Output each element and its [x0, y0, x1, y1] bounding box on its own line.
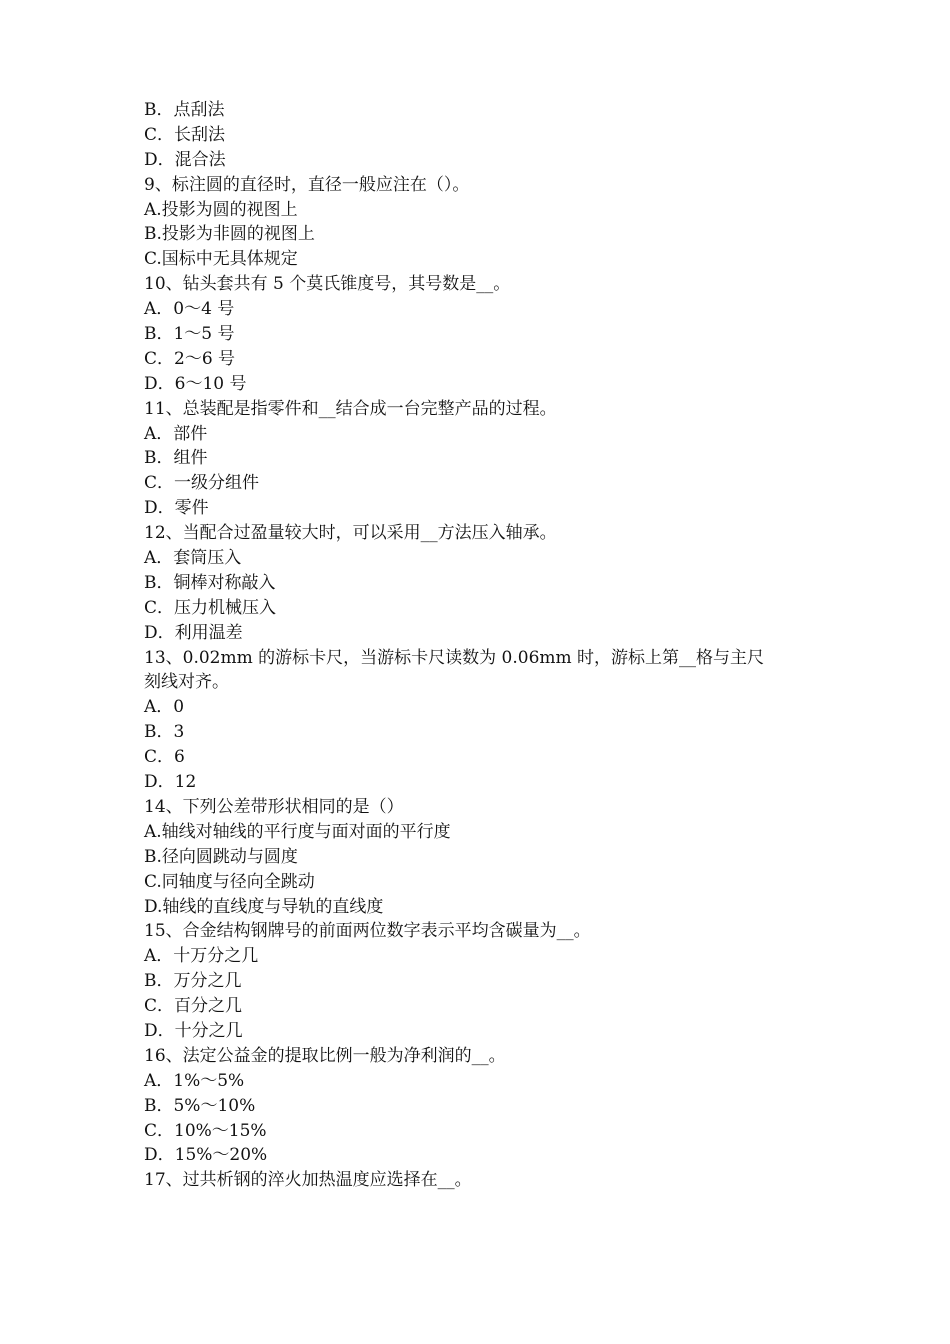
- option-c-q15: C．百分之几: [144, 996, 243, 1017]
- option-a-q13: A．0: [144, 697, 185, 718]
- option-b-q8: B．点刮法: [144, 100, 225, 120]
- option-d-q11: D．零件: [144, 498, 209, 519]
- option-a-q11: A．部件: [144, 423, 208, 444]
- option-b-q12: B．铜棒对称敲入: [144, 572, 276, 593]
- question-16: 16、法定公益金的提取比例一般为净利润的__。: [144, 1045, 506, 1066]
- option-c-q13: C．6: [144, 747, 185, 768]
- option-a-q9: A.投影为圆的视图上: [144, 199, 298, 220]
- question-13-line2: 刻线对齐。: [144, 672, 229, 693]
- option-d-q8: D．混合法: [144, 149, 226, 170]
- option-b-q13: B．3: [144, 722, 185, 743]
- option-d-q15: D．十分之几: [144, 1020, 243, 1041]
- option-b-q14: B.径向圆跳动与圆度: [144, 846, 298, 867]
- option-d-q10: D．6～10 号: [144, 373, 247, 394]
- option-d-q16: D．15%～20%: [144, 1145, 268, 1166]
- option-a-q10: A．0～4 号: [144, 299, 235, 320]
- question-15: 15、合金结构钢牌号的前面两位数字表示平均含碳量为__。: [144, 921, 591, 942]
- option-c-q9: C.国标中无具体规定: [144, 249, 298, 270]
- option-c-q16: C．10%～15%: [144, 1120, 267, 1141]
- option-d-q14: D.轴线的直线度与导轨的直线度: [144, 896, 384, 917]
- question-10: 10、钻头套共有 5 个莫氏锥度号，其号数是__。: [144, 274, 511, 295]
- document-page: [144, 98, 824, 1193]
- option-a-q14: A.轴线对轴线的平行度与面对面的平行度: [144, 821, 451, 842]
- question-11: 11、总装配是指零件和__结合成一台完整产品的过程。: [144, 398, 557, 419]
- option-b-q11: B．组件: [144, 448, 208, 469]
- question-12: 12、当配合过盈量较大时，可以采用__方法压入轴承。: [144, 523, 557, 544]
- option-d-q13: D．12: [144, 772, 197, 793]
- option-c-q12: C．压力机械压入: [144, 597, 277, 618]
- option-c-q11: C．一级分组件: [144, 473, 260, 494]
- option-a-q16: A．1%～5%: [144, 1070, 245, 1091]
- option-b-q15: B．万分之几: [144, 971, 242, 992]
- question-17: 17、过共析钢的淬火加热温度应选择在__。: [144, 1170, 472, 1191]
- option-b-q10: B．1～5 号: [144, 324, 235, 345]
- option-a-q15: A．十万分之几: [144, 946, 259, 967]
- option-a-q12: A．套筒压入: [144, 548, 242, 569]
- option-c-q10: C．2～6 号: [144, 348, 236, 369]
- option-c-q8: C．长刮法: [144, 124, 226, 145]
- question-9: 9、标注圆的直径时，直径一般应注在（）。: [144, 174, 470, 195]
- option-b-q16: B．5%～10%: [144, 1095, 256, 1116]
- option-c-q14: C.同轴度与径向全跳动: [144, 871, 315, 892]
- question-13-line1: 13、0.02mm 的游标卡尺，当游标卡尺读数为 0.06mm 时，游标上第__格与主尺: [144, 647, 765, 668]
- option-d-q12: D．利用温差: [144, 622, 243, 643]
- question-14: 14、下列公差带形状相同的是（）: [144, 796, 404, 817]
- option-b-q9: B.投影为非圆的视图上: [144, 224, 315, 245]
